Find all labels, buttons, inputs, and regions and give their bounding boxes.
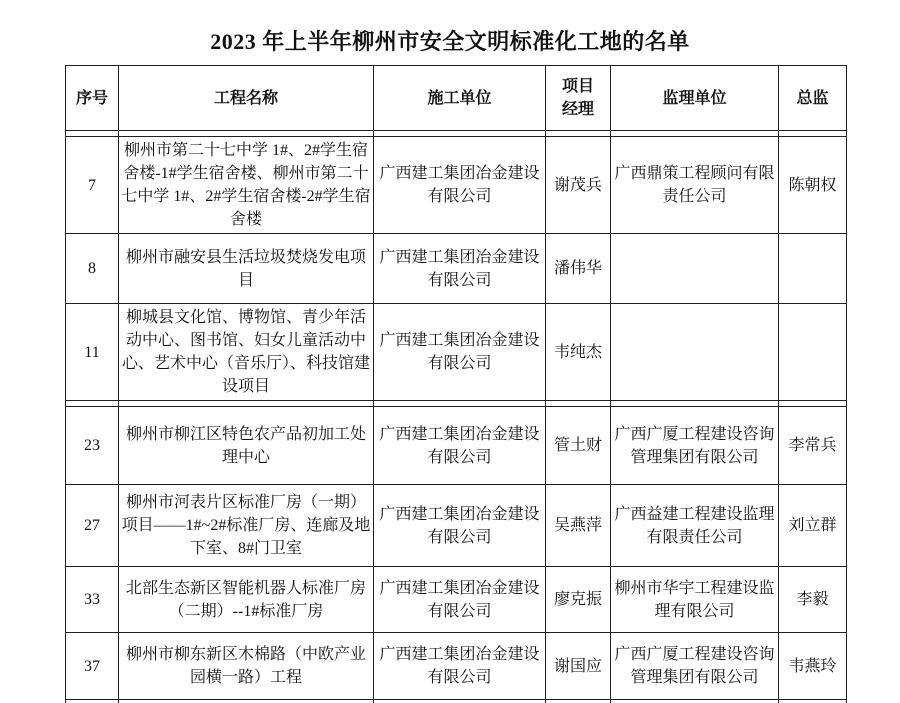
cell-project: 柳州市柳东新区木棉路（中欧产业园横一路）工程 <box>119 633 374 700</box>
cell-manager: 韦纯杰 <box>546 304 611 401</box>
cell-serial: 7 <box>66 137 119 234</box>
header-project <box>119 66 374 131</box>
header-contractor <box>374 66 546 131</box>
cell-project: 柳州市第二十七中学 1#、2#学生宿舍楼-1#学生宿舍楼、柳州市第二十七中学 1#、2#学生宿舍楼-2#学生宿舍楼 <box>119 137 374 234</box>
cell-chief: 李毅 <box>779 567 847 633</box>
cell-contractor: 广西建工集团冶金建设有限公司 <box>374 137 546 234</box>
cell-manager: 谢茂兵 <box>546 137 611 234</box>
cell-contractor: 广西建工集团冶金建设有限公司 <box>374 407 546 485</box>
cell-chief: 李常兵 <box>779 407 847 485</box>
cell-contractor: 广西建工集团冶金建设有限公司 <box>374 485 546 567</box>
table-row <box>66 485 847 567</box>
cell-supervisor: 广西益建工程建设监理有限责任公司 <box>611 485 779 567</box>
header-supervisor <box>611 66 779 131</box>
cell-supervisor <box>611 234 779 304</box>
header-manager <box>546 66 611 131</box>
header-contractor-label: 施工单位 <box>427 89 492 107</box>
cell-supervisor: 柳州市华宇工程建设监理有限公司 <box>611 567 779 633</box>
cell-contractor: 广西建工集团冶金建设有限公司 <box>374 234 546 304</box>
table-row <box>66 234 847 304</box>
cell-project: 柳州市柳江区特色农产品初加工处理中心 <box>119 407 374 485</box>
cell-manager: 吴燕萍 <box>546 485 611 567</box>
cell-supervisor: 广西鼎策工程顾问有限责任公司 <box>611 137 779 234</box>
table-header-row <box>66 66 847 131</box>
cell-serial: 37 <box>66 633 119 700</box>
cell-manager: 谢国应 <box>546 633 611 700</box>
cell-manager <box>546 700 611 703</box>
cell-supervisor <box>611 700 779 703</box>
cell-project: 北部生态新区智能机器人标准厂房（二期）--1#标准厂房 <box>119 567 374 633</box>
header-manager-label: 项目经理 <box>561 78 594 118</box>
cell-chief: 韦燕玲 <box>779 633 847 700</box>
page-title: 2023 年上半年柳州市安全文明标准化工地的名单 <box>210 29 690 54</box>
cell-chief <box>779 700 847 703</box>
cell-project <box>119 700 374 703</box>
cell-serial: 8 <box>66 234 119 304</box>
table-row-partial <box>66 700 847 703</box>
cell-serial: 23 <box>66 407 119 485</box>
cell-contractor: 广西建工集团冶金建设有限公司 <box>374 567 546 633</box>
cell-serial: 27 <box>66 485 119 567</box>
table-row <box>66 304 847 401</box>
header-serial <box>66 66 119 131</box>
cell-chief: 刘立群 <box>779 485 847 567</box>
header-supervisor-label: 监理单位 <box>662 89 727 107</box>
header-chief-label: 总监 <box>796 89 829 107</box>
header-project-label: 工程名称 <box>213 89 278 107</box>
worksites-table <box>65 65 847 703</box>
table-row <box>66 137 847 234</box>
table-row <box>66 407 847 485</box>
cell-project: 柳城县文化馆、博物馆、青少年活动中心、图书馆、妇女儿童活动中心、艺术中心（音乐厅）、科技馆建设项目 <box>119 304 374 401</box>
cell-chief <box>779 304 847 401</box>
header-serial-label: 序号 <box>75 89 108 107</box>
cell-supervisor <box>611 304 779 401</box>
cell-manager: 管土财 <box>546 407 611 485</box>
cell-project: 柳州市河表片区标准厂房（一期）项目——1#~2#标准厂房、连廊及地下室、8#门卫室 <box>119 485 374 567</box>
cell-serial <box>66 700 119 703</box>
cell-manager: 潘伟华 <box>546 234 611 304</box>
cell-serial: 33 <box>66 567 119 633</box>
cell-chief <box>779 234 847 304</box>
cell-supervisor: 广西广厦工程建设咨询管理集团有限公司 <box>611 633 779 700</box>
table-row <box>66 567 847 633</box>
header-chief <box>779 66 847 131</box>
cell-chief: 陈朝权 <box>779 137 847 234</box>
cell-serial: 11 <box>66 304 119 401</box>
cell-project: 柳州市融安县生活垃圾焚烧发电项目 <box>119 234 374 304</box>
cell-contractor: 广西建工集团冶金建设有限公司 <box>374 633 546 700</box>
cell-manager: 廖克振 <box>546 567 611 633</box>
table-row <box>66 633 847 700</box>
cell-supervisor: 广西广厦工程建设咨询管理集团有限公司 <box>611 407 779 485</box>
cell-contractor <box>374 700 546 703</box>
cell-contractor: 广西建工集团冶金建设有限公司 <box>374 304 546 401</box>
